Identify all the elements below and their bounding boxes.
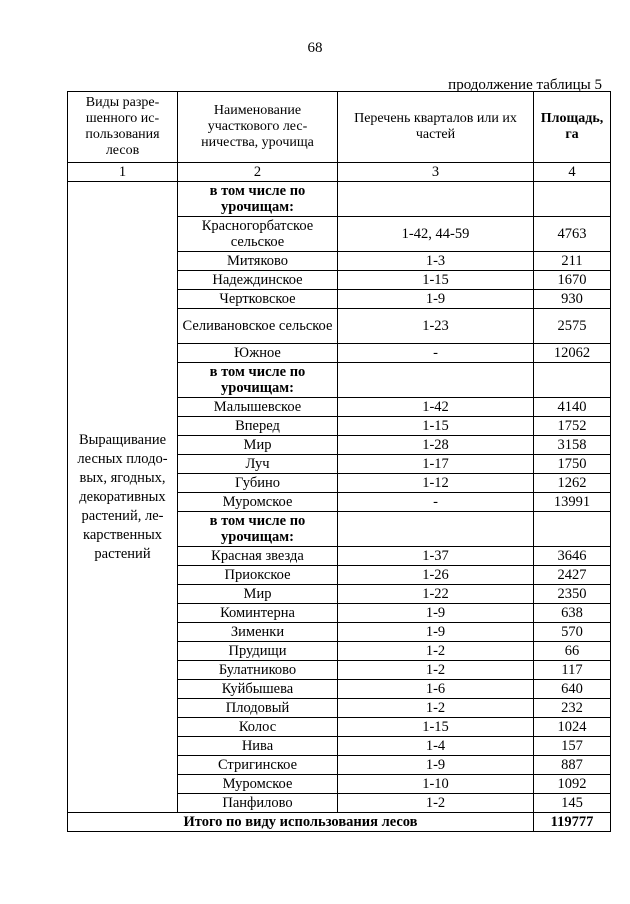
- quarters-cell: 1-9: [338, 604, 534, 623]
- col-number: 1: [68, 163, 178, 182]
- area-cell: 1670: [534, 271, 611, 290]
- forestry-name-cell: Куйбышева: [178, 680, 338, 699]
- area-cell: 638: [534, 604, 611, 623]
- area-cell: 3646: [534, 547, 611, 566]
- table-body: [68, 182, 611, 813]
- forestry-name-cell: Мир: [178, 436, 338, 455]
- quarters-cell: 1-9: [338, 756, 534, 775]
- forestry-name-cell: Губино: [178, 474, 338, 493]
- quarters-cell: 1-2: [338, 699, 534, 718]
- forestry-name-cell: Колос: [178, 718, 338, 737]
- quarters-cell: [338, 363, 534, 398]
- forestry-name-cell: Селивановское сельское: [178, 309, 338, 344]
- header-area: Площадь, га: [534, 92, 611, 163]
- quarters-cell: [338, 182, 534, 217]
- area-cell: 1092: [534, 775, 611, 794]
- forestry-name-cell: Муромское: [178, 493, 338, 512]
- forestry-name-cell: Вперед: [178, 417, 338, 436]
- column-number-row: [68, 163, 611, 182]
- forestry-name-cell: Панфилово: [178, 794, 338, 813]
- area-cell: 640: [534, 680, 611, 699]
- area-cell: 887: [534, 756, 611, 775]
- header-quarters: Перечень кварталов или их частей: [338, 92, 534, 163]
- area-cell: 1024: [534, 718, 611, 737]
- quarters-cell: 1-2: [338, 661, 534, 680]
- quarters-cell: 1-26: [338, 566, 534, 585]
- quarters-cell: 1-23: [338, 309, 534, 344]
- quarters-cell: 1-4: [338, 737, 534, 756]
- area-cell: 66: [534, 642, 611, 661]
- area-cell: 2350: [534, 585, 611, 604]
- forestry-name-cell: в том числе по урочищам:: [178, 512, 338, 547]
- table-header-row: [68, 92, 611, 163]
- total-row: [68, 813, 611, 832]
- forestry-name-cell: Стригинское: [178, 756, 338, 775]
- quarters-cell: 1-9: [338, 290, 534, 309]
- forestry-name-cell: Плодовый: [178, 699, 338, 718]
- quarters-cell: 1-22: [338, 585, 534, 604]
- table-row: [68, 182, 611, 217]
- quarters-cell: 1-6: [338, 680, 534, 699]
- quarters-cell: 1-37: [338, 547, 534, 566]
- forestry-name-cell: в том числе по урочищам:: [178, 363, 338, 398]
- forest-use-table: [67, 91, 611, 832]
- total-value: 119777: [534, 813, 611, 832]
- area-cell: [534, 363, 611, 398]
- quarters-cell: 1-2: [338, 794, 534, 813]
- quarters-cell: 1-15: [338, 718, 534, 737]
- area-cell: 1752: [534, 417, 611, 436]
- forestry-name-cell: Булатниково: [178, 661, 338, 680]
- area-cell: 117: [534, 661, 611, 680]
- forestry-name-cell: Приокское: [178, 566, 338, 585]
- forestry-name-cell: Митяково: [178, 252, 338, 271]
- use-type-cell: Выращивание лесных плодо-вых, ягодных, декоративных растений, ле-карственных растений: [68, 182, 178, 813]
- area-cell: 2427: [534, 566, 611, 585]
- area-cell: 4140: [534, 398, 611, 417]
- area-cell: [534, 512, 611, 547]
- quarters-cell: 1-42: [338, 398, 534, 417]
- area-cell: 12062: [534, 344, 611, 363]
- area-cell: 157: [534, 737, 611, 756]
- forestry-name-cell: Прудищи: [178, 642, 338, 661]
- quarters-cell: 1-10: [338, 775, 534, 794]
- total-label: Итого по виду использования лесов: [68, 813, 534, 832]
- area-cell: 211: [534, 252, 611, 271]
- header-use-type: Виды разре-шенного ис-пользования лесов: [68, 92, 178, 163]
- forestry-name-cell: Красная звезда: [178, 547, 338, 566]
- area-cell: 4763: [534, 217, 611, 252]
- forestry-name-cell: Красногорбатское сельское: [178, 217, 338, 252]
- forestry-name-cell: Луч: [178, 455, 338, 474]
- area-cell: 232: [534, 699, 611, 718]
- area-cell: 1750: [534, 455, 611, 474]
- quarters-cell: 1-9: [338, 623, 534, 642]
- area-cell: 2575: [534, 309, 611, 344]
- forestry-name-cell: Зименки: [178, 623, 338, 642]
- forestry-name-cell: Муромское: [178, 775, 338, 794]
- quarters-cell: -: [338, 344, 534, 363]
- area-cell: 930: [534, 290, 611, 309]
- forestry-name-cell: Южное: [178, 344, 338, 363]
- col-number: 2: [178, 163, 338, 182]
- col-number: 4: [534, 163, 611, 182]
- quarters-cell: 1-42, 44-59: [338, 217, 534, 252]
- col-number: 3: [338, 163, 534, 182]
- quarters-cell: [338, 512, 534, 547]
- table-continuation-label: продолжение таблицы 5: [448, 77, 602, 93]
- area-cell: 13991: [534, 493, 611, 512]
- quarters-cell: 1-15: [338, 271, 534, 290]
- area-cell: [534, 182, 611, 217]
- quarters-cell: 1-28: [338, 436, 534, 455]
- forestry-name-cell: Малышевское: [178, 398, 338, 417]
- forestry-name-cell: в том числе по урочищам:: [178, 182, 338, 217]
- forestry-name-cell: Коминтерна: [178, 604, 338, 623]
- forestry-name-cell: Нива: [178, 737, 338, 756]
- header-forestry-name: Наименование участкового лес-ничества, урочища: [178, 92, 338, 163]
- forestry-name-cell: Чертковское: [178, 290, 338, 309]
- area-cell: 3158: [534, 436, 611, 455]
- area-cell: 145: [534, 794, 611, 813]
- quarters-cell: 1-2: [338, 642, 534, 661]
- quarters-cell: 1-12: [338, 474, 534, 493]
- forestry-name-cell: Надеждинское: [178, 271, 338, 290]
- quarters-cell: 1-15: [338, 417, 534, 436]
- quarters-cell: 1-3: [338, 252, 534, 271]
- area-cell: 570: [534, 623, 611, 642]
- quarters-cell: 1-17: [338, 455, 534, 474]
- area-cell: 1262: [534, 474, 611, 493]
- quarters-cell: -: [338, 493, 534, 512]
- forestry-name-cell: Мир: [178, 585, 338, 604]
- page-number: 68: [307, 40, 323, 56]
